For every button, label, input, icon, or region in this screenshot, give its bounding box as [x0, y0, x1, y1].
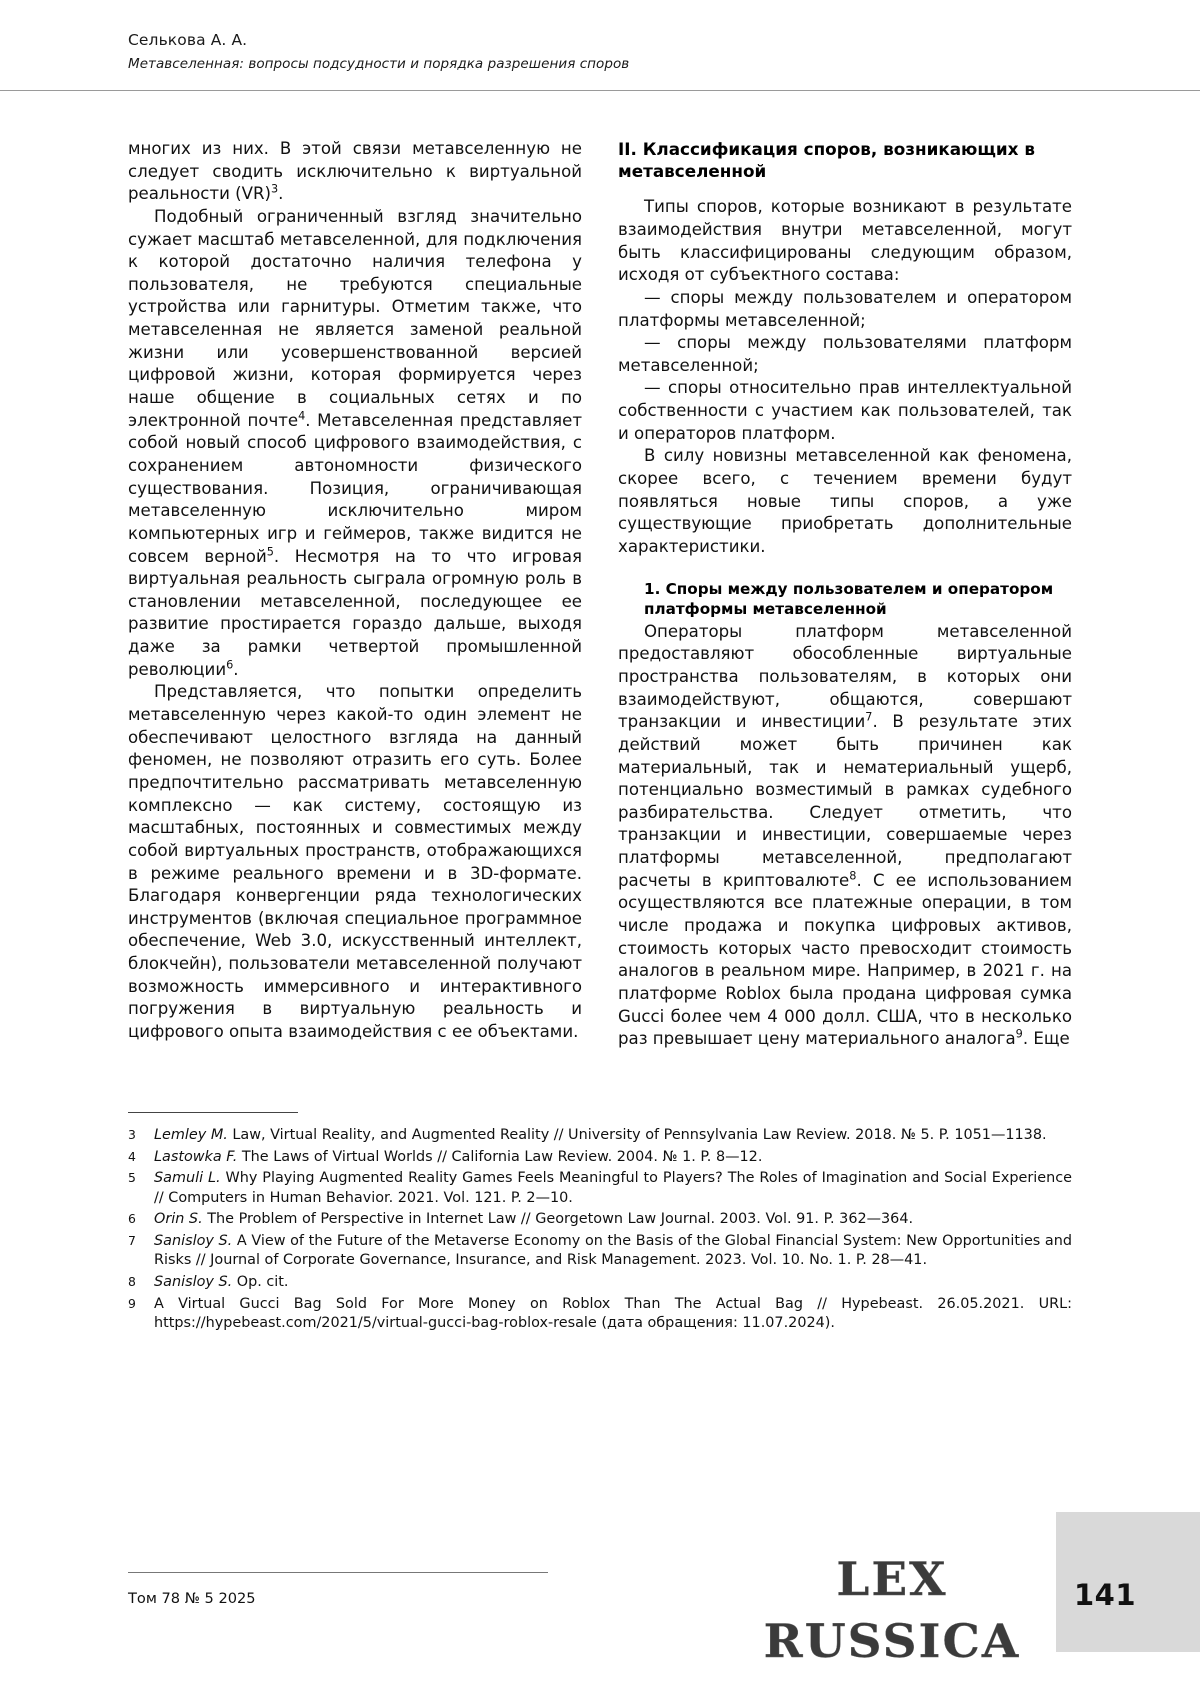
footnote-item: [128, 1273, 1072, 1293]
paragraph-text-tail: .: [233, 659, 239, 679]
issue-info: Том 78 № 5 2025: [128, 1590, 256, 1607]
footnote-item: [128, 1148, 1072, 1168]
footnote-number: 6: [128, 1211, 136, 1227]
footnote-item: [128, 1232, 1072, 1271]
paragraph-3: Представляется, что попытки определить метавселенную через какой-то один элемент не обеспечивают целостного взгляда на данный феномен, не позволяют отразить его суть. Более предпочтительно рассматривать метавселенную комплексно — как систему, состоящую из масштабных, постоянных и совместимых между собой виртуальных пространств, отображающихся в режиме реального времени и в 3D-формате. Благодаря конвергенции ряда технологических инструментов (включая специальное программное обеспечение, Web 3.0, искусственный интеллект, блокчейн), пользователи метавселенной получают возможность иммерсивного и интерактивного погружения в виртуальную реальность и цифрового опыта взаимодействия с ее объектами.: [128, 682, 582, 1041]
footnote-text: [154, 1232, 1072, 1271]
footnote-item: [128, 1169, 1072, 1208]
footnote-separator: [128, 1112, 298, 1113]
footnote-number: 5: [128, 1170, 136, 1186]
footnote-ref-4[interactable]: 4: [298, 409, 306, 423]
footnote-item: [128, 1126, 1072, 1146]
footnote-number: 9: [128, 1295, 136, 1311]
paragraph-continuation: [128, 138, 582, 206]
footnote-list: [128, 1126, 1072, 1336]
journal-logo-text: LEX RUSSICA: [763, 1552, 1021, 1668]
list-item-1: — споры между пользователем и оператором платформы метавселенной;: [618, 287, 1072, 330]
footnote-body: Op. cit.: [232, 1274, 289, 1291]
footnote-ref-5[interactable]: 5: [266, 545, 274, 558]
footnote-ref-3[interactable]: 3: [270, 182, 279, 196]
footnote-text: [154, 1210, 1072, 1230]
right-column: [618, 138, 1072, 1051]
journal-logo: [742, 1548, 1042, 1668]
footnote-author: Lemley M.: [154, 1127, 228, 1143]
footnote-body: Law, Virtual Reality, and Augmented Reality // University of Pennsylvania Law Review. 2018. № 5. P. 1051—1138.: [227, 1127, 1047, 1143]
footnote-text: [154, 1148, 1072, 1168]
paragraph-3: [618, 621, 1072, 1051]
paragraph-text: . Несмотря на то что игровая виртуальная реальность сыграла огромную роль в становлении метавселенной, последующее ее развитие простирается гораздо дальше, выходя даже за рамки четвертой промышленной революции: [128, 546, 582, 679]
footnote-body: A Virtual Gucci Bag Sold For More Money on Roblox Than The Actual Bag // Hypebeast. 26.05.2021. URL: https://hypebeast.com/2021/5/virtual-gucci-bag-roblox-resale (дата обращения: 11.07.2024).: [154, 1295, 1072, 1332]
footnote-body: The Problem of Perspective in Internet Law // Georgetown Law Journal. 2003. Vol. 91. P. 362—364.: [202, 1211, 914, 1228]
running-head-title: Метавселенная: вопросы подсудности и порядка разрешения споров: [128, 55, 630, 72]
paragraph-text-tail: . Еще: [1022, 1029, 1070, 1049]
footnote-author: Sanisloy S.: [154, 1274, 233, 1291]
list-item-2: — споры между пользователями платформ метавселенной;: [618, 333, 1072, 375]
footnote-item: [128, 1295, 1072, 1334]
footnote-number: 3: [128, 1127, 136, 1142]
footnote-body: The Laws of Virtual Worlds // California Law Review. 2004. № 1. P. 8—12.: [237, 1148, 763, 1165]
left-column: [128, 138, 582, 1051]
paragraph-text: Операторы платформ метавселенной предоставляют обособленные виртуальные пространства пользователям, в которых они взаимодействуют, общаются, совершают транзакции и инвестиции: [618, 621, 1072, 732]
paragraph-text: Подобный ограниченный взгляд значительно сужает масштаб метавселенной, для подключения к которой достаточно наличия телефона у пользователя, не требуются специальные устройства или гарнитуры. Отметим также, что метавселенная не является заменой реальной жизни или усовершенствованной версией цифровой жизни, которая формируется через наше общение в социальных сетях и по электронной почте: [128, 206, 582, 430]
paragraph-text: . В результате этих действий может быть причинен как материальный, так и нематериальный ущерб, потенциально возместимый в рамках судебного разбирательства. Следует отметить, что транзакции и инвестиции, совершаемые через платформы метавселенной, предполагают расчеты в криптовалюте: [618, 712, 1073, 890]
running-head-author: Селькова А. А.: [128, 31, 248, 49]
footer-divider: [128, 1572, 548, 1573]
paragraph-text-tail: .: [278, 184, 284, 204]
footnote-ref-8[interactable]: 8: [849, 869, 857, 883]
section-heading: II. Классификация споров, возникающих в метавселенной: [618, 139, 1035, 182]
footnote-text: [154, 1169, 1072, 1208]
footnote-ref-7[interactable]: 7: [865, 710, 873, 724]
footnote-text: [154, 1126, 1072, 1146]
footnote-author: Orin S.: [154, 1211, 203, 1228]
paragraph-1: Типы споров, которые возникают в результате взаимодействия внутри метавселенной, могут быть классифицированы следующим образом, исходя от субъектного состава:: [618, 197, 1072, 285]
header-divider: [0, 90, 1200, 91]
footnote-number: 4: [128, 1148, 136, 1164]
paragraph-text: многих из них. В этой связи метавселенную не следует сводить исключительно к виртуальной реальности (VR): [128, 139, 582, 204]
article-body: [128, 138, 1072, 1051]
footnote-text: [154, 1273, 1072, 1293]
subsection-heading: 1. Споры между пользователем и оператором платформы метавселенной: [644, 579, 1054, 618]
footnote-author: Samuli L.: [154, 1170, 221, 1187]
footnote-body: Why Playing Augmented Reality Games Feels Meaningful to Players? The Roles of Imagination and Social Experience // Computers in Human Behavior. 2021. Vol. 121. P. 2—10.: [154, 1170, 1072, 1206]
footnote-number: 7: [128, 1232, 136, 1248]
footnote-author: Lastowka F.: [154, 1148, 238, 1165]
paragraph-2: В силу новизны метавселенной как феномена, скорее всего, с течением времени будут появляться новые типы споров, а уже существующие приобретать дополнительные характеристики.: [618, 446, 1072, 556]
footnote-number: 8: [128, 1274, 136, 1290]
page-number: 141: [1074, 1578, 1137, 1612]
footnote-author: Sanisloy S.: [154, 1232, 233, 1249]
paragraph-2: [128, 206, 582, 681]
footnote-body: A View of the Future of the Metaverse Economy on the Basis of the Global Financial System: New Opportunities and Risks // Journal of Corporate Governance, Insurance, and Risk Management. 2023. Vol. 10. No. 1. P. 28—41.: [154, 1232, 1073, 1269]
footnote-item: [128, 1210, 1072, 1230]
footnote-ref-6[interactable]: 6: [226, 658, 234, 672]
footnote-ref-9[interactable]: 9: [1015, 1027, 1023, 1041]
paragraph-text: . С ее использованием осуществляются все платежные операции, в том числе продажа и покупка цифровых активов, стоимость которых часто превосходит стоимость аналогов в реальном мире. Например, в 2021 г. на платформе Roblox была продана цифровая сумка Gucci более чем 4 000 долл. США, что в несколько раз превышает цену материального аналога: [618, 870, 1072, 1049]
paragraph-text: . Метавселенная представляет собой новый способ цифрового взаимодействия, с сохранением автономности физического существования. Позиция, ограничивающая метавселенную исключительно миром компьютерных игр и геймеров, также видится не совсем верной: [128, 410, 582, 566]
list-item-3: — споры относительно прав интеллектуальной собственности с участием как пользователей, так и операторов платформ.: [618, 378, 1072, 443]
running-head: [128, 30, 1068, 73]
footnote-text: [154, 1295, 1072, 1334]
